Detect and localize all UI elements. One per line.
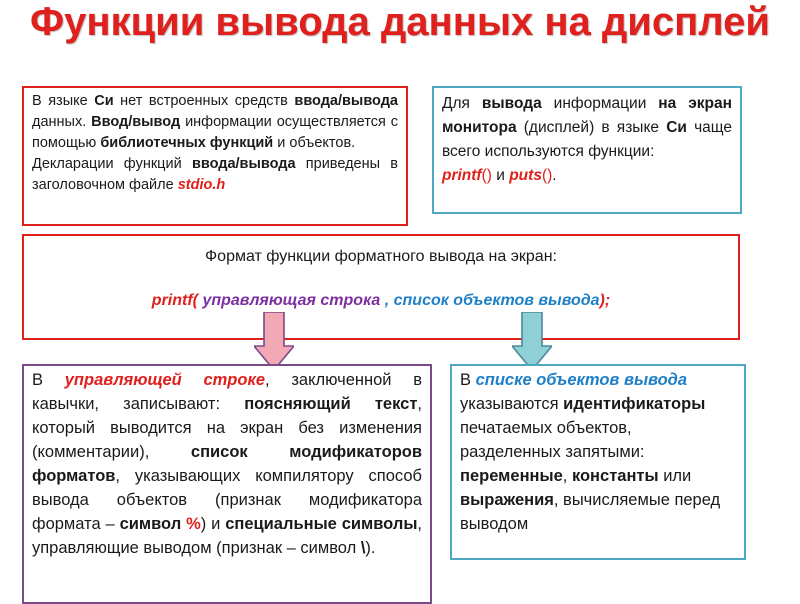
ctrl-text-bold: список модификаторов форматов: [32, 443, 423, 485]
printf-call: printf(: [151, 292, 198, 309]
intro-text-bold: библиотечных функций: [100, 135, 274, 151]
ctrl-text: , указывающих компилятору способ вывода объектов (признак модификатора формата –: [32, 467, 422, 533]
printf-close: );: [599, 292, 611, 309]
list-text: или: [658, 467, 692, 485]
intro-text-bold: Ввод/вывод: [91, 114, 181, 130]
output-functions-box: [432, 86, 742, 214]
printf-name: printf: [442, 167, 482, 184]
backslash-symbol: \: [360, 539, 366, 557]
list-text: печатаемых объектов, разделенных запятыми:: [460, 419, 645, 461]
object-list-box: [450, 364, 746, 560]
list-text-bold: переменные: [460, 467, 563, 485]
format-signature: [36, 290, 726, 312]
ctrl-text-bold: поясняющий текст: [244, 395, 418, 413]
ctrl-text: ).: [365, 539, 376, 557]
intro-text-bold: Си: [94, 93, 114, 109]
output-functions-text: [442, 92, 732, 188]
funcs-text: .: [552, 167, 557, 184]
down-arrow-icon: [254, 312, 294, 372]
intro-text: и объектов.: [273, 135, 356, 151]
percent-symbol: %: [186, 515, 201, 533]
ctrl-text-bold: символ: [119, 515, 187, 533]
puts-parens: (): [541, 167, 553, 184]
printf-format-box: [22, 234, 740, 340]
puts-name: puts: [509, 167, 542, 184]
control-string-box: [22, 364, 432, 604]
page-title: Функции вывода данных на дисплей: [29, 0, 771, 44]
intro-paragraph-1: [32, 91, 398, 154]
control-string-text: [32, 368, 422, 560]
intro-box: [22, 86, 408, 226]
ctrl-text: ) и: [200, 515, 226, 533]
list-text: В: [460, 371, 476, 389]
down-arrow-icon: [512, 312, 552, 372]
intro-text: приведены в заголовочном файле: [32, 156, 398, 193]
list-text-bold: идентификаторы: [563, 395, 706, 413]
funcs-text: чаще всего используются функции:: [442, 119, 733, 160]
intro-text-bold: ввода/вывода: [191, 156, 296, 172]
object-list-label: список объектов вывода: [389, 292, 600, 309]
funcs-text-bold: вывода: [481, 95, 542, 112]
ctrl-text-bold: специальные символы: [225, 515, 418, 533]
funcs-text-bold: на экран монитора: [442, 95, 732, 136]
list-text-bold: выражения: [460, 491, 554, 509]
list-text-bold: константы: [571, 467, 659, 485]
ctrl-text: , который выводится на экран без изменения (комментарии),: [32, 395, 422, 461]
funcs-text: Для: [442, 95, 482, 112]
intro-text: Декларации функций: [32, 156, 192, 172]
intro-text: информации осуществляется с помощью: [32, 114, 398, 151]
ctrl-text: , заключенной в кавычки, записывают:: [32, 371, 422, 413]
list-text: указываются: [460, 395, 564, 413]
funcs-text: (дисплей) в языке: [516, 119, 667, 136]
control-string-label: управляющая строка: [198, 292, 385, 309]
funcs-text-bold: Си: [666, 119, 687, 136]
ctrl-text: В: [32, 371, 65, 389]
intro-paragraph-2: [32, 154, 398, 196]
funcs-text: информации: [541, 95, 659, 112]
object-list-text: [460, 368, 736, 536]
format-comma: ,: [384, 292, 390, 309]
ctrl-term: управляющей строке: [64, 371, 266, 389]
intro-text-bold: ввода/вывода: [294, 93, 398, 109]
intro-text: нет встроенных средств: [113, 93, 295, 109]
list-text: , вычисляемые перед выводом: [460, 491, 721, 533]
ctrl-text: , управляющие выводом (признак – символ: [32, 515, 423, 557]
intro-text: В языке: [32, 93, 95, 109]
printf-parens: (): [481, 167, 492, 184]
list-term: списке объектов вывода: [475, 371, 688, 389]
funcs-text: и: [491, 167, 510, 184]
list-text: ,: [562, 467, 572, 485]
header-file-name: stdio.h: [177, 177, 226, 193]
intro-text: данных.: [32, 114, 92, 130]
format-heading: Формат функции форматного вывода на экран:: [205, 248, 557, 265]
